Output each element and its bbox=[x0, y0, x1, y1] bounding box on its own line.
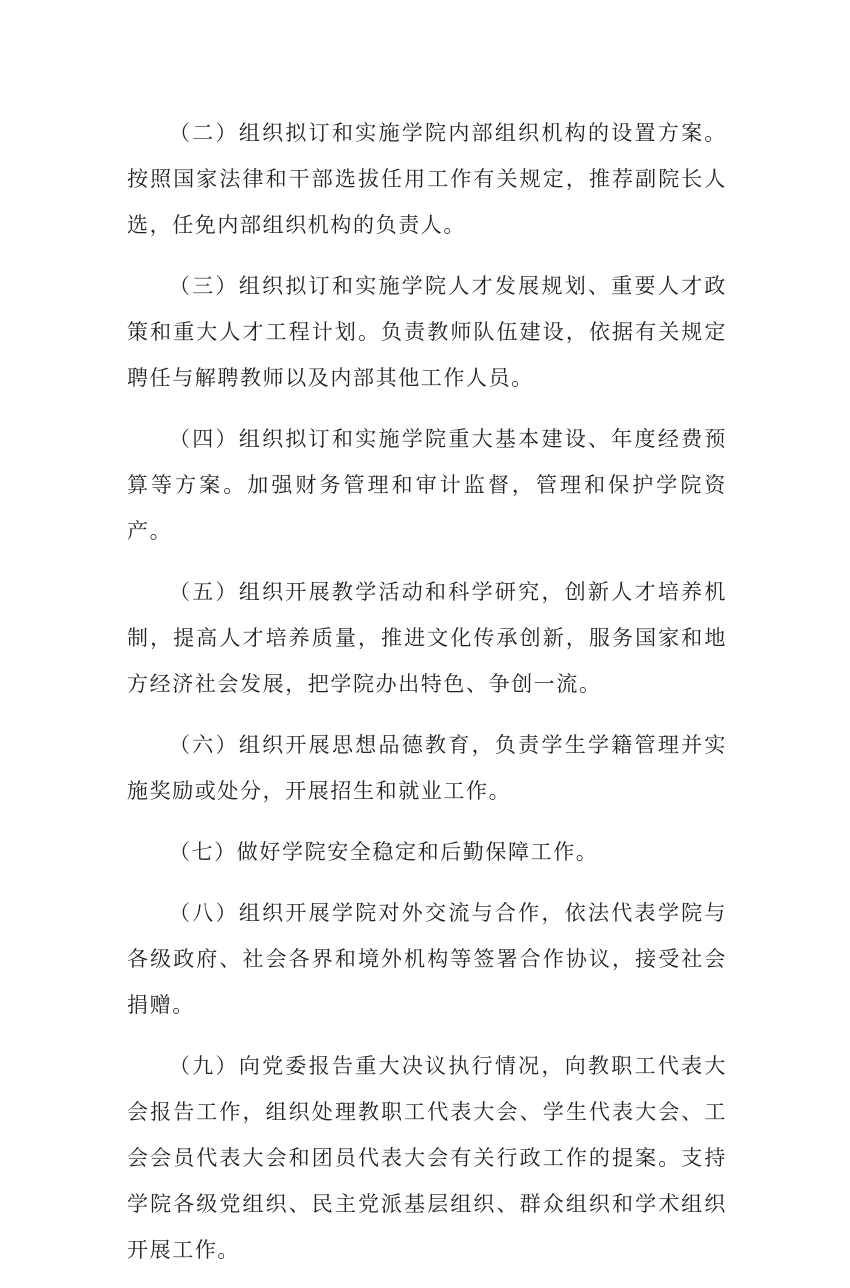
document-body bbox=[127, 110, 727, 1288]
paragraph-item-6: （六）组织开展思想品德教育，负责学生学籍管理并实施奖励或处分，开展招生和就业工作。 bbox=[127, 733, 727, 803]
paragraph-item-7: （七）做好学院安全稳定和后勤保障工作。 bbox=[169, 840, 599, 864]
paragraph-item-4: （四）组织拟订和实施学院重大基本建设、年度经费预算等方案。加强财务管理和审计监督，管理和保护学院资产。 bbox=[127, 427, 727, 543]
paragraph-item-3: （三）组织拟订和实施学院人才发展规划、重要人才政策和重大人才工程计划。负责教师队伍建设，依据有关规定聘任与解聘教师以及内部其他工作人员。 bbox=[127, 274, 727, 390]
paragraph-item-9: （九）向党委报告重大决议执行情况，向教职工代表大会报告工作，组织处理教职工代表大会、学生代表大会、工会会员代表大会和团员代表大会有关行政工作的提案。支持学院各级党组织、民主党派基层组织、群众组织和学术组织开展工作。 bbox=[127, 1054, 727, 1262]
paragraph-item-8: （八）组织开展学院对外交流与合作，依法代表学院与各级政府、社会各界和境外机构等签署合作协议，接受社会捐赠。 bbox=[127, 901, 727, 1017]
paragraph-item-5: （五）组织开展教学活动和科学研究，创新人才培养机制，提高人才培养质量，推进文化传承创新，服务国家和地方经济社会发展，把学院办出特色、争创一流。 bbox=[127, 580, 727, 696]
paragraph-item-2: （二）组织拟订和实施学院内部组织机构的设置方案。按照国家法律和干部选拔任用工作有关规定，推荐副院长人选，任免内部组织机构的负责人。 bbox=[127, 121, 727, 237]
